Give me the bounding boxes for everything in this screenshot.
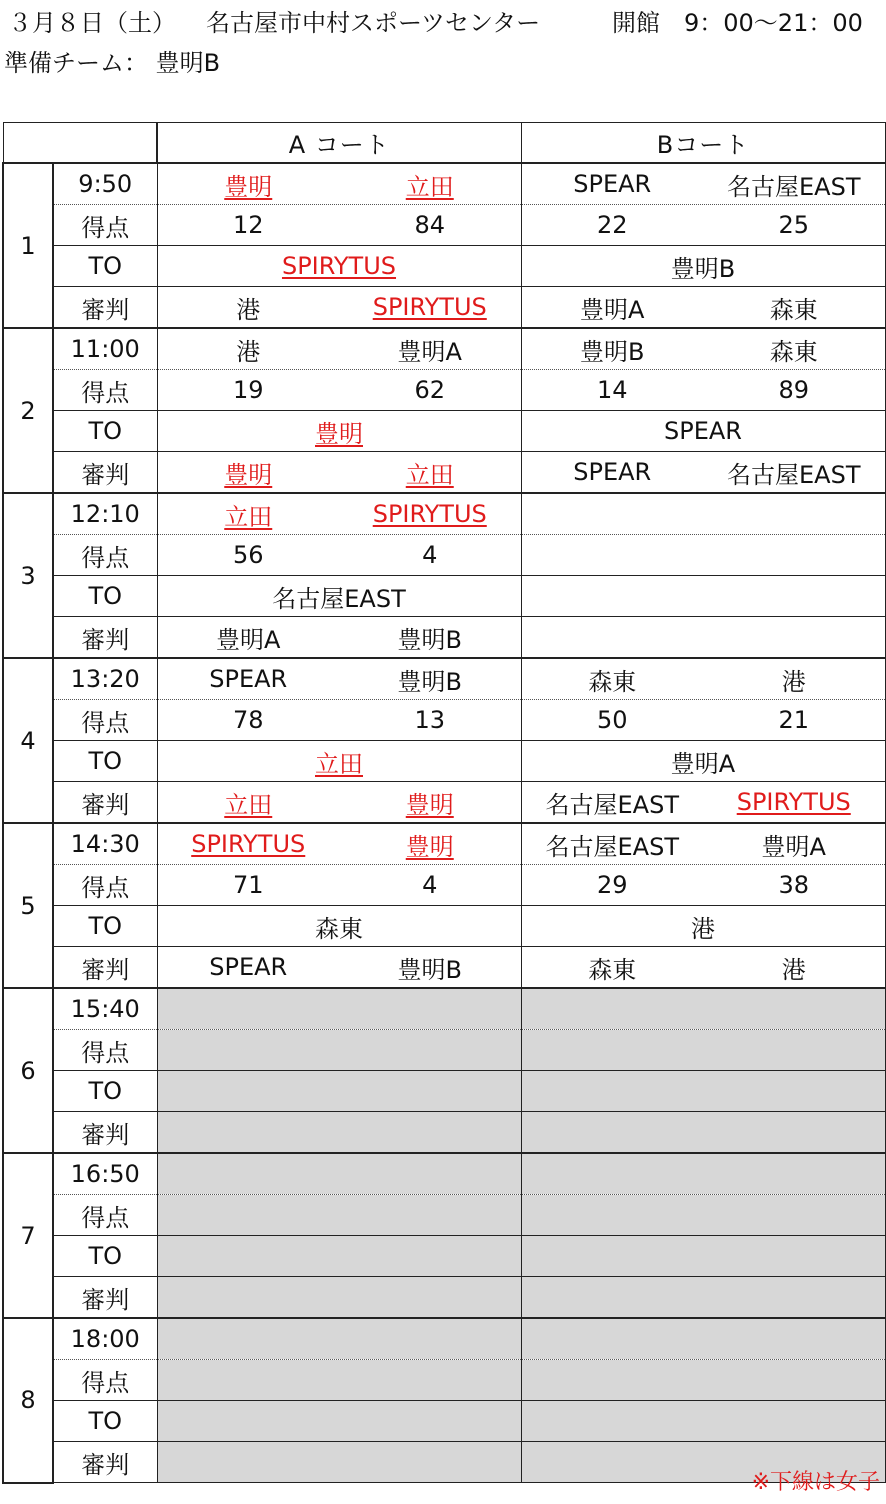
pair bbox=[158, 947, 521, 987]
pair bbox=[158, 535, 521, 575]
court-b-cell bbox=[521, 823, 885, 865]
referee-label: 審判 bbox=[53, 1112, 157, 1154]
footnote: ※下線は女子 bbox=[751, 1470, 880, 1495]
court-a-cell bbox=[157, 741, 521, 782]
court-header-row bbox=[3, 123, 885, 164]
score-label: 得点 bbox=[53, 205, 157, 246]
referee-team: 豊明B bbox=[397, 625, 462, 654]
team-name: 港 bbox=[236, 337, 261, 366]
pair bbox=[158, 370, 521, 410]
court-b-cell bbox=[521, 1401, 885, 1442]
court-b-cell bbox=[521, 1195, 885, 1236]
slot-time: 13:20 bbox=[53, 658, 157, 700]
court-b-cell bbox=[521, 906, 885, 947]
schedule-row bbox=[3, 1401, 885, 1442]
schedule-row bbox=[3, 452, 885, 494]
court-b-cell bbox=[521, 947, 885, 989]
court-b-cell bbox=[521, 1236, 885, 1277]
slot-number: 2 bbox=[3, 328, 53, 493]
referee-label: 審判 bbox=[53, 452, 157, 494]
pair bbox=[522, 205, 885, 245]
court-a-cell bbox=[157, 1442, 521, 1483]
pair bbox=[522, 370, 885, 410]
schedule-row bbox=[3, 617, 885, 659]
referee-team: 豊明A bbox=[580, 295, 645, 324]
pair bbox=[522, 452, 885, 492]
team-name: 豊明A bbox=[397, 337, 462, 366]
court-b-cell bbox=[521, 1030, 885, 1071]
pair bbox=[522, 824, 885, 864]
score-value: 56 bbox=[232, 541, 264, 569]
court-b-header: Bコート bbox=[521, 123, 885, 164]
schedule-row bbox=[3, 1071, 885, 1112]
team-name: SPIRYTUS bbox=[191, 830, 306, 858]
to-team: 豊明 bbox=[315, 419, 363, 448]
referee-team: SPIRYTUS bbox=[736, 788, 851, 816]
team-name: 豊明 bbox=[405, 832, 454, 861]
to-label: TO bbox=[53, 246, 157, 287]
referee-team: SPEAR bbox=[573, 458, 652, 486]
court-a-cell bbox=[157, 163, 521, 205]
court-a-cell bbox=[157, 370, 521, 411]
court-b-cell bbox=[521, 1318, 885, 1360]
pair bbox=[158, 452, 521, 492]
court-b-cell bbox=[521, 782, 885, 824]
schedule-row bbox=[3, 246, 885, 287]
court-a-cell bbox=[157, 658, 521, 700]
event-date: ３月８日（土） bbox=[8, 9, 176, 37]
schedule-row bbox=[3, 328, 885, 370]
to-team: SPIRYTUS bbox=[281, 252, 397, 280]
court-b-cell bbox=[521, 246, 885, 287]
pair bbox=[158, 782, 521, 822]
court-b-cell bbox=[521, 865, 885, 906]
court-b-cell bbox=[521, 1360, 885, 1401]
court-a-cell bbox=[157, 1401, 521, 1442]
court-b-cell bbox=[521, 493, 885, 535]
to-team: 豊明B bbox=[670, 254, 736, 283]
schedule-row bbox=[3, 741, 885, 782]
referee-team: 豊明 bbox=[405, 790, 454, 819]
score-value: 13 bbox=[414, 706, 446, 734]
pair bbox=[522, 700, 885, 740]
court-b-cell bbox=[521, 617, 885, 659]
score-label: 得点 bbox=[53, 370, 157, 411]
to-team: 港 bbox=[691, 914, 715, 943]
court-a-cell bbox=[157, 617, 521, 659]
court-b-cell bbox=[521, 576, 885, 617]
score-value: 21 bbox=[778, 706, 810, 734]
referee-label: 審判 bbox=[53, 617, 157, 659]
pair bbox=[522, 865, 885, 905]
to-label: TO bbox=[53, 576, 157, 617]
score-label: 得点 bbox=[53, 535, 157, 576]
schedule-row bbox=[3, 576, 885, 617]
pair bbox=[158, 164, 521, 204]
corner-cell bbox=[3, 123, 157, 164]
score-value: 4 bbox=[422, 541, 438, 569]
schedule-row bbox=[3, 823, 885, 865]
slot-time: 9:50 bbox=[53, 163, 157, 205]
court-a-cell bbox=[157, 1195, 521, 1236]
pair bbox=[158, 865, 521, 905]
court-a-cell bbox=[157, 782, 521, 824]
court-b-cell bbox=[521, 411, 885, 452]
court-b-cell bbox=[521, 205, 885, 246]
schedule-row bbox=[3, 782, 885, 824]
schedule-row bbox=[3, 163, 885, 205]
schedule-row bbox=[3, 1030, 885, 1071]
schedule-row bbox=[3, 865, 885, 906]
court-b-cell bbox=[521, 658, 885, 700]
court-b-cell bbox=[521, 452, 885, 494]
court-b-cell bbox=[521, 287, 885, 329]
schedule-row bbox=[3, 1277, 885, 1319]
court-a-cell bbox=[157, 246, 521, 287]
referee-team: SPEAR bbox=[209, 953, 288, 981]
court-a-cell bbox=[157, 1360, 521, 1401]
team-name: 森東 bbox=[769, 337, 818, 366]
to-label: TO bbox=[53, 1071, 157, 1112]
court-b-cell bbox=[521, 535, 885, 576]
score-value: 84 bbox=[414, 211, 446, 239]
pair bbox=[158, 617, 521, 657]
schedule-row bbox=[3, 205, 885, 246]
court-b-cell bbox=[521, 163, 885, 205]
to-label: TO bbox=[53, 1401, 157, 1442]
referee-team: 港 bbox=[781, 955, 806, 984]
referee-team: 森東 bbox=[769, 295, 818, 324]
team-name: 立田 bbox=[224, 502, 273, 531]
team-name: SPEAR bbox=[573, 170, 652, 198]
score-value: 71 bbox=[232, 871, 264, 899]
team-name: 名古屋EAST bbox=[545, 832, 679, 861]
court-a-cell bbox=[157, 947, 521, 989]
score-value: 78 bbox=[232, 706, 264, 734]
schedule-row bbox=[3, 411, 885, 452]
pair bbox=[522, 287, 885, 327]
court-b-cell bbox=[521, 1112, 885, 1154]
score-value: 29 bbox=[596, 871, 628, 899]
schedule-row bbox=[3, 906, 885, 947]
slot-number: 6 bbox=[3, 988, 53, 1153]
court-a-cell bbox=[157, 328, 521, 370]
slot-time: 12:10 bbox=[53, 493, 157, 535]
pair bbox=[158, 824, 521, 864]
referee-team: 立田 bbox=[224, 790, 273, 819]
to-label: TO bbox=[53, 411, 157, 452]
court-a-cell bbox=[157, 452, 521, 494]
court-b-cell bbox=[521, 741, 885, 782]
prep-team: 準備チーム： 豊明B bbox=[4, 49, 221, 77]
court-a-cell bbox=[157, 1030, 521, 1071]
court-a-header: A コート bbox=[157, 123, 521, 164]
schedule-row bbox=[3, 988, 885, 1030]
schedule-table bbox=[2, 122, 886, 1484]
court-a-cell bbox=[157, 988, 521, 1030]
court-a-cell bbox=[157, 1236, 521, 1277]
court-b-cell bbox=[521, 700, 885, 741]
score-value: 62 bbox=[414, 376, 446, 404]
referee-team: 名古屋EAST bbox=[545, 790, 679, 819]
referee-team: 名古屋EAST bbox=[727, 460, 861, 489]
score-label: 得点 bbox=[53, 1360, 157, 1401]
court-b-cell bbox=[521, 988, 885, 1030]
to-label: TO bbox=[53, 1236, 157, 1277]
pair bbox=[522, 659, 885, 699]
court-a-cell bbox=[157, 493, 521, 535]
pair bbox=[158, 494, 521, 534]
schedule-row bbox=[3, 700, 885, 741]
court-a-cell bbox=[157, 535, 521, 576]
pair bbox=[522, 947, 885, 987]
schedule-row bbox=[3, 1318, 885, 1360]
score-label: 得点 bbox=[53, 865, 157, 906]
slot-number: 1 bbox=[3, 163, 53, 328]
referee-label: 審判 bbox=[53, 1442, 157, 1483]
schedule-row bbox=[3, 535, 885, 576]
referee-label: 審判 bbox=[53, 287, 157, 329]
opening-hours: 開館 9：00～21：00 bbox=[612, 9, 863, 37]
score-value: 38 bbox=[778, 871, 810, 899]
court-b-cell bbox=[521, 1071, 885, 1112]
court-b-cell bbox=[521, 370, 885, 411]
slot-time: 16:50 bbox=[53, 1153, 157, 1195]
team-name: 港 bbox=[781, 667, 806, 696]
team-name: SPIRYTUS bbox=[372, 500, 487, 528]
court-b-cell bbox=[521, 328, 885, 370]
referee-team: 森東 bbox=[588, 955, 637, 984]
team-name: 森東 bbox=[588, 667, 637, 696]
score-value: 22 bbox=[596, 211, 628, 239]
court-b-cell bbox=[521, 1277, 885, 1319]
pair bbox=[158, 659, 521, 699]
slot-number: 8 bbox=[3, 1318, 53, 1483]
slot-number: 7 bbox=[3, 1153, 53, 1318]
slot-number: 5 bbox=[3, 823, 53, 988]
pair bbox=[522, 782, 885, 822]
to-label: TO bbox=[53, 741, 157, 782]
schedule-row bbox=[3, 1112, 885, 1154]
schedule-row bbox=[3, 370, 885, 411]
score-value: 19 bbox=[232, 376, 264, 404]
court-a-cell bbox=[157, 823, 521, 865]
schedule-row bbox=[3, 1195, 885, 1236]
to-label: TO bbox=[53, 906, 157, 947]
score-label: 得点 bbox=[53, 1195, 157, 1236]
slot-time: 14:30 bbox=[53, 823, 157, 865]
court-a-cell bbox=[157, 1153, 521, 1195]
score-value: 4 bbox=[422, 871, 438, 899]
slot-number: 3 bbox=[3, 493, 53, 658]
referee-label: 審判 bbox=[53, 782, 157, 824]
slot-number: 4 bbox=[3, 658, 53, 823]
team-name: 豊明 bbox=[224, 172, 273, 201]
slot-time: 11:00 bbox=[53, 328, 157, 370]
referee-team: 豊明 bbox=[224, 460, 273, 489]
referee-label: 審判 bbox=[53, 1277, 157, 1319]
pair bbox=[158, 329, 521, 369]
court-a-cell bbox=[157, 906, 521, 947]
venue-name: 名古屋市中村スポーツセンター bbox=[206, 9, 541, 37]
score-value: 50 bbox=[596, 706, 628, 734]
to-team: 森東 bbox=[315, 914, 363, 943]
score-value: 12 bbox=[232, 211, 264, 239]
pair bbox=[158, 287, 521, 327]
team-name: 豊明B bbox=[580, 337, 645, 366]
schedule-row bbox=[3, 287, 885, 329]
schedule-row bbox=[3, 1236, 885, 1277]
to-team: SPEAR bbox=[664, 417, 742, 445]
court-a-cell bbox=[157, 576, 521, 617]
court-a-cell bbox=[157, 1071, 521, 1112]
score-value: 14 bbox=[596, 376, 628, 404]
pair bbox=[158, 205, 521, 245]
court-a-cell bbox=[157, 1277, 521, 1319]
team-name: 豊明A bbox=[761, 832, 826, 861]
referee-team: 豊明A bbox=[216, 625, 281, 654]
pair bbox=[158, 700, 521, 740]
court-a-cell bbox=[157, 700, 521, 741]
pair bbox=[522, 164, 885, 204]
team-name: 立田 bbox=[405, 172, 454, 201]
schedule-row bbox=[3, 658, 885, 700]
slot-time: 18:00 bbox=[53, 1318, 157, 1360]
referee-team: 立田 bbox=[405, 460, 454, 489]
score-label: 得点 bbox=[53, 1030, 157, 1071]
court-a-cell bbox=[157, 411, 521, 452]
referee-team: SPIRYTUS bbox=[372, 293, 487, 321]
court-a-cell bbox=[157, 205, 521, 246]
schedule-row bbox=[3, 1360, 885, 1401]
court-b-cell bbox=[521, 1153, 885, 1195]
referee-label: 審判 bbox=[53, 947, 157, 989]
score-label: 得点 bbox=[53, 700, 157, 741]
team-name: 豊明B bbox=[397, 667, 462, 696]
schedule-row bbox=[3, 493, 885, 535]
slot-time: 15:40 bbox=[53, 988, 157, 1030]
referee-team: 豊明B bbox=[397, 955, 462, 984]
header-line bbox=[8, 6, 886, 40]
to-team: 豊明A bbox=[670, 749, 736, 778]
to-team: 立田 bbox=[315, 749, 363, 778]
score-value: 25 bbox=[778, 211, 810, 239]
court-a-cell bbox=[157, 865, 521, 906]
schedule-row bbox=[3, 947, 885, 989]
pair bbox=[522, 329, 885, 369]
court-a-cell bbox=[157, 1112, 521, 1154]
score-value: 89 bbox=[778, 376, 810, 404]
to-team: 名古屋EAST bbox=[272, 584, 406, 613]
referee-team: 港 bbox=[236, 295, 261, 324]
court-a-cell bbox=[157, 1318, 521, 1360]
team-name: 名古屋EAST bbox=[727, 172, 861, 201]
court-a-cell bbox=[157, 287, 521, 329]
team-name: SPEAR bbox=[209, 665, 288, 693]
schedule-row bbox=[3, 1153, 885, 1195]
